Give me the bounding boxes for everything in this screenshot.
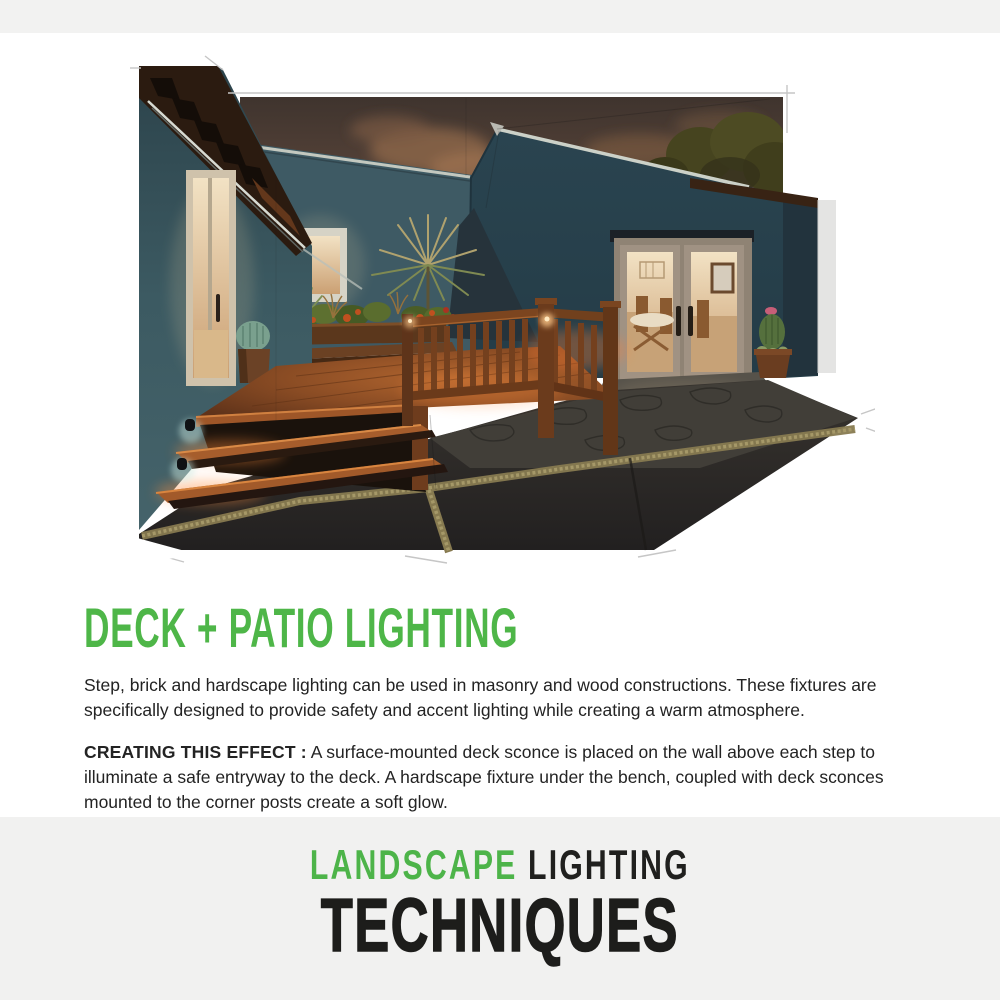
brand-word-lighting: LIGHTING [528,841,690,888]
brand-word-landscape: LANDSCAPE [310,841,518,888]
deck-patio-rendering [130,50,875,580]
railing-post [402,314,413,426]
door-handle [676,306,681,336]
post-sconce-light [404,316,416,328]
section-heading: DECK + PATIO LIGHTING [84,596,519,659]
brand-title-line2 [0,883,1000,967]
step-stringer [412,406,428,490]
intro-paragraph: Step, brick and hardscape lighting can be used in masonry and wood constructions. These fixtures are specifically designed to provide safety and accent lighting while creating a warm atmosphere. [84,675,877,720]
brand-title-line1 [0,841,1000,888]
step-sconce-light [171,458,195,482]
effect-paragraph [84,740,929,815]
top-band [0,0,1000,33]
rendering-svg [130,50,875,580]
left-door-leaf [620,245,680,379]
door-handle [216,294,220,322]
post-sconce-light [540,313,554,327]
footer-band [0,817,1000,1000]
effect-label: CREATING THIS EFFECT : [84,742,307,762]
railing-post [603,307,618,455]
effect-text: A surface-mounted deck sconce is placed on the wall above each step to illuminate a safe entryway to the deck. A hardscape fixture under the bench, coupled with deck sconces mounted to the corner posts create a soft glow. [84,742,884,812]
description-section [84,596,929,815]
brand-word-techniques: TECHNIQUES [320,883,680,967]
step-sconce-light [179,419,203,443]
door-handle [688,306,693,336]
